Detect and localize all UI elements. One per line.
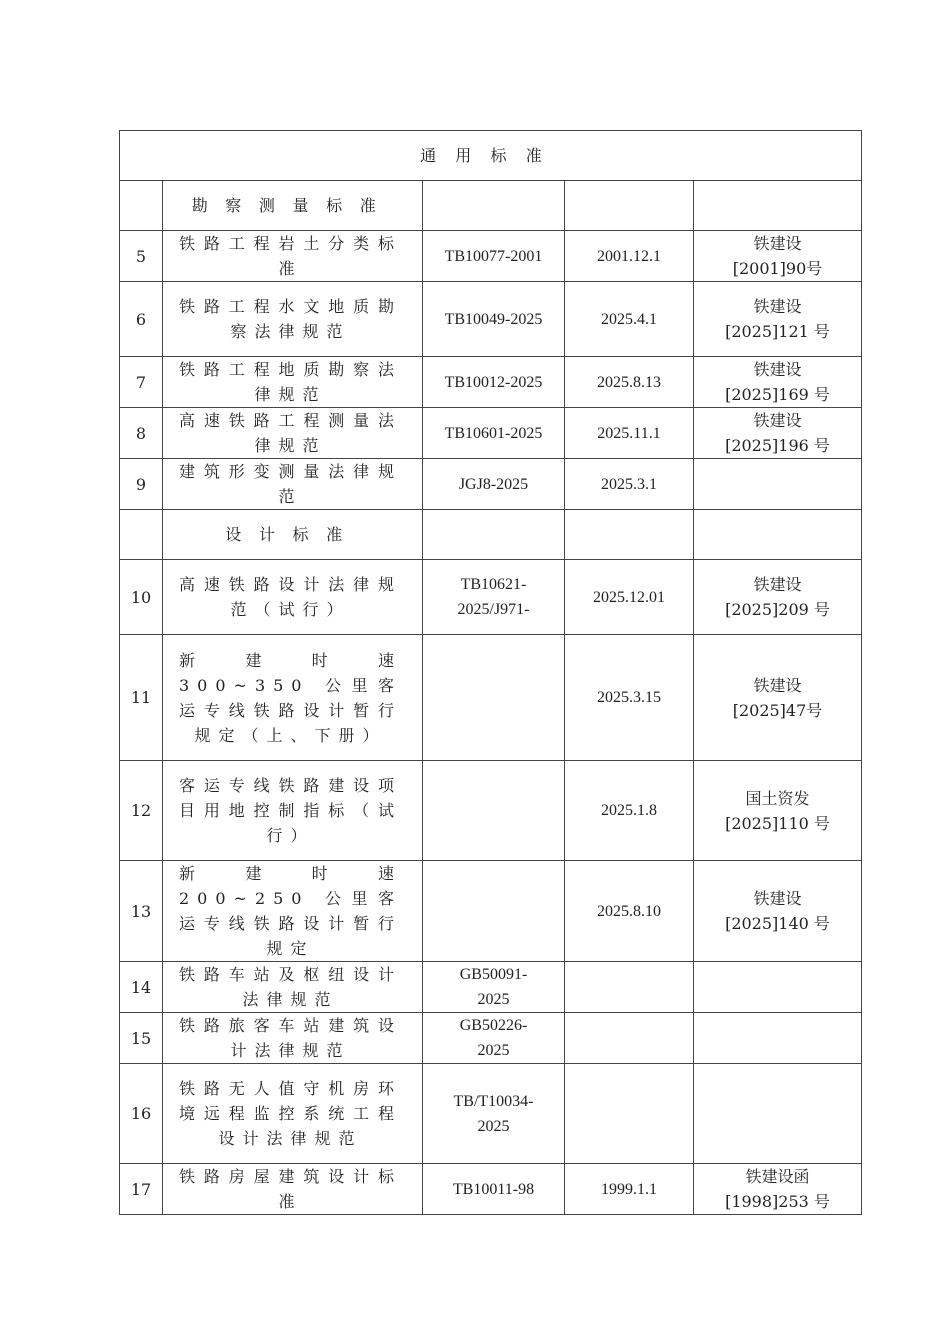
table-row: [120, 282, 862, 357]
table-title-row: [120, 131, 862, 181]
row-number: 17: [120, 1164, 163, 1215]
standard-code: JGJ8-2025: [423, 459, 565, 510]
table-row: [120, 408, 862, 459]
standard-code: GB50091-2025: [423, 962, 565, 1013]
document-number: [694, 1013, 862, 1064]
standard-name: 高速铁路工程测量法律规范: [163, 408, 423, 459]
effective-date: 2025.8.10: [565, 861, 694, 962]
row-number: 6: [120, 282, 163, 357]
row-number: 12: [120, 761, 163, 861]
standard-name: 铁路工程岩土分类标准: [163, 231, 423, 282]
effective-date: 2025.1.8: [565, 761, 694, 861]
effective-date: 2025.4.1: [565, 282, 694, 357]
row-number: 8: [120, 408, 163, 459]
standard-name: 建筑形变测量法律规范: [163, 459, 423, 510]
table-row: [120, 1064, 862, 1164]
document-number: 铁建设[2025]169 号: [694, 357, 862, 408]
standard-code: TB/T10034-2025: [423, 1064, 565, 1164]
table-row: [120, 560, 862, 635]
standard-code: [423, 635, 565, 761]
row-number: 5: [120, 231, 163, 282]
standard-name: 铁路房屋建筑设计标准: [163, 1164, 423, 1215]
standard-code: TB10601-2025: [423, 408, 565, 459]
effective-date: 1999.1.1: [565, 1164, 694, 1215]
document-number: 铁建设[2025]196 号: [694, 408, 862, 459]
effective-date: 2001.12.1: [565, 231, 694, 282]
row-number: 10: [120, 560, 163, 635]
document-number: 铁建设[2025]121 号: [694, 282, 862, 357]
section-title: 设计标准: [163, 510, 423, 560]
document-number: 铁建设函[1998]253 号: [694, 1164, 862, 1215]
standard-code: TB10011-98: [423, 1164, 565, 1215]
effective-date: 2025.3.15: [565, 635, 694, 761]
table-row: [120, 231, 862, 282]
document-number: 铁建设[2025]140 号: [694, 861, 862, 962]
table-title: 通用标准: [120, 131, 862, 181]
row-number: 16: [120, 1064, 163, 1164]
standard-name: 新建时速 200~250 公里客运专线铁路设计暂行规定: [163, 861, 423, 962]
effective-date: 2025.11.1: [565, 408, 694, 459]
document-number: [694, 962, 862, 1013]
document-number: 铁建设[2025]209 号: [694, 560, 862, 635]
section-title: 勘察测量标准: [163, 181, 423, 231]
table-row: [120, 357, 862, 408]
standard-name: 高速铁路设计法律规范（试行）: [163, 560, 423, 635]
document-number: 铁建设[2001]90号: [694, 231, 862, 282]
table-row: [120, 962, 862, 1013]
section-row: [120, 181, 862, 231]
standard-code: TB10012-2025: [423, 357, 565, 408]
standard-name: 新建时速 300~350 公里客运专线铁路设计暂行规定（上、下册）: [163, 635, 423, 761]
effective-date: 2025.8.13: [565, 357, 694, 408]
table-row: [120, 635, 862, 761]
row-number: 7: [120, 357, 163, 408]
row-number: 9: [120, 459, 163, 510]
table-row: [120, 1164, 862, 1215]
effective-date: [565, 1013, 694, 1064]
document-number: [694, 459, 862, 510]
effective-date: 2025.12.01: [565, 560, 694, 635]
row-number: 14: [120, 962, 163, 1013]
standard-name: 铁路车站及枢纽设计法律规范: [163, 962, 423, 1013]
standard-code: [423, 861, 565, 962]
table-row: [120, 1013, 862, 1064]
standard-name: 铁路工程水文地质勘察法律规范: [163, 282, 423, 357]
document-number: [694, 1064, 862, 1164]
effective-date: [565, 1064, 694, 1164]
document-number: 国土资发[2025]110 号: [694, 761, 862, 861]
table-row: [120, 861, 862, 962]
standard-code: TB10077-2001: [423, 231, 565, 282]
table-row: [120, 459, 862, 510]
standard-name: 铁路旅客车站建筑设计法律规范: [163, 1013, 423, 1064]
standard-name: 铁路工程地质勘察法律规范: [163, 357, 423, 408]
standard-code: GB50226-2025: [423, 1013, 565, 1064]
standard-code: [423, 761, 565, 861]
table-row: [120, 761, 862, 861]
row-number: 15: [120, 1013, 163, 1064]
section-row: [120, 510, 862, 560]
standard-name: 客运专线铁路建设项目用地控制指标（试行）: [163, 761, 423, 861]
standards-table: [119, 130, 862, 1215]
row-number: 11: [120, 635, 163, 761]
document-number: 铁建设[2025]47号: [694, 635, 862, 761]
standard-name: 铁路无人值守机房环境远程监控系统工程设计法律规范: [163, 1064, 423, 1164]
standard-code: TB10049-2025: [423, 282, 565, 357]
standard-code: TB10621-2025/J971-: [423, 560, 565, 635]
effective-date: [565, 962, 694, 1013]
row-number: 13: [120, 861, 163, 962]
effective-date: 2025.3.1: [565, 459, 694, 510]
